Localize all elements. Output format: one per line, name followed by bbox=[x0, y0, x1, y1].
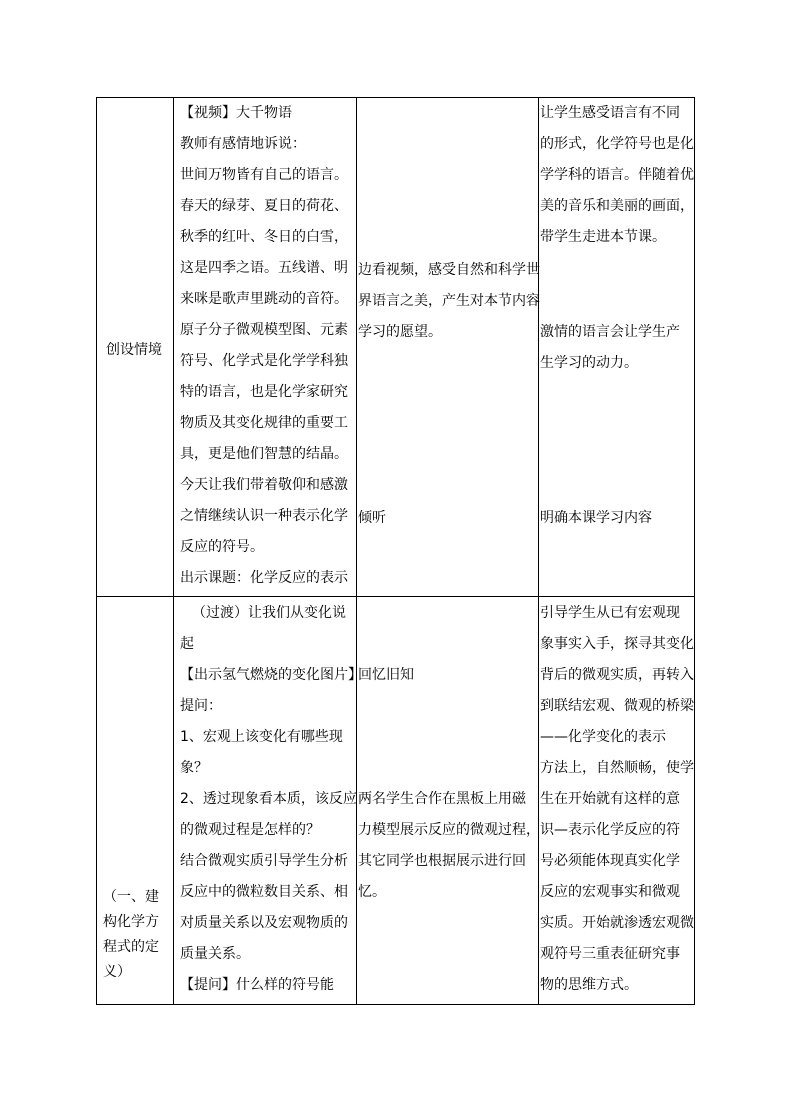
text-line: 学学科的语言。伴随着优 bbox=[540, 167, 694, 183]
stage-line: 构化学方 bbox=[103, 914, 159, 930]
text-line: 其它同学也根据展示进行回 bbox=[358, 853, 526, 869]
text-line: 起 bbox=[180, 636, 194, 652]
text-line: 之情继续认识一种表示化学 bbox=[180, 508, 348, 524]
text-line: 明确本课学习内容 bbox=[540, 510, 652, 526]
text-line: 具，更是他们智慧的结晶。 bbox=[180, 446, 348, 462]
text-line: 反应中的微粒数目关系、相 bbox=[180, 884, 348, 900]
text-line: 引导学生从已有宏观现 bbox=[540, 605, 680, 621]
text-line: 反应的宏观事实和微观 bbox=[540, 884, 680, 900]
text-line: 的形式，化学符号也是化 bbox=[540, 136, 694, 152]
stage-line: 程式的定 bbox=[103, 939, 159, 955]
text-line: 提问： bbox=[180, 698, 222, 714]
text-line: 对质量关系以及宏观物质的 bbox=[180, 915, 348, 931]
text-line: 倾听 bbox=[358, 510, 386, 526]
text-line: 忆。 bbox=[358, 884, 386, 900]
text-line: 世间万物皆有自己的语言。 bbox=[180, 167, 348, 183]
text-line: 到联结宏观、微观的桥梁 bbox=[540, 698, 694, 714]
text-line: 这是四季之语。五线谱、明 bbox=[180, 260, 348, 276]
text-line: 物质及其变化规律的重要工 bbox=[180, 415, 348, 431]
text-line: 原子分子微观模型图、元素 bbox=[180, 322, 348, 338]
text-line: 符号、化学式是化学学科独 bbox=[180, 353, 348, 369]
text-line: 激情的语言会让学生产 bbox=[540, 324, 680, 340]
text-line: 力模型展示反应的微观过程， bbox=[358, 822, 540, 838]
text-line: 界语言之美，产生对本节内容 bbox=[358, 293, 540, 309]
text-line: （过渡）让我们从变化说 bbox=[192, 605, 346, 621]
text-line: 今天让我们带着敬仰和感激 bbox=[180, 477, 348, 493]
text-line: 边看视频，感受自然和科学世 bbox=[358, 262, 540, 278]
text-line: 出示课题：化学反应的表示 bbox=[180, 570, 348, 586]
text-line: 让学生感受语言有不同 bbox=[540, 105, 680, 121]
text-line: 的微观过程是怎样的？ bbox=[180, 822, 320, 838]
text-line: 秋季的红叶、冬日的白雪， bbox=[180, 229, 348, 245]
text-line: 教师有感情地诉说： bbox=[180, 136, 306, 152]
text-line: 春天的绿芽、夏日的荷花、 bbox=[180, 198, 348, 214]
text-line: 号必须能体现真实化学 bbox=[540, 853, 680, 869]
text-line: 2、透过现象看本质，该反应 bbox=[180, 791, 357, 807]
text-line: 识—表示化学反应的符 bbox=[540, 822, 680, 838]
text-line: 方法上，自然顺畅，使学 bbox=[540, 760, 694, 776]
text-line: ——化学变化的表示 bbox=[540, 729, 666, 745]
text-line: 结合微观实质引导学生分析 bbox=[180, 853, 348, 869]
text-line: 生学习的动力。 bbox=[540, 355, 638, 371]
text-line: 特的语言，也是化学家研究 bbox=[180, 384, 348, 400]
text-line: 回忆旧知 bbox=[358, 667, 414, 683]
text-line: 质量关系。 bbox=[180, 946, 250, 962]
text-line: 两名学生合作在黑板上用磁 bbox=[358, 791, 526, 807]
text-line: 象事实入手，探寻其变化 bbox=[540, 636, 694, 652]
text-line: 象？ bbox=[180, 760, 208, 776]
text-line: 学习的愿望。 bbox=[358, 324, 442, 340]
text-line: 实质。开始就渗透宏观微 bbox=[540, 915, 694, 931]
text-line: 背后的微观实质，再转入 bbox=[540, 667, 694, 683]
text-line: 【出示氢气燃烧的变化图片】 bbox=[180, 667, 362, 683]
text-line: 美的音乐和美丽的画面， bbox=[540, 198, 694, 214]
text-line: 观符号三重表征研究事 bbox=[540, 946, 680, 962]
text-line: 来咪是歌声里跳动的音符。 bbox=[180, 291, 348, 307]
stage-line: 义） bbox=[103, 964, 131, 980]
stage-label: 创设情境 bbox=[106, 342, 162, 358]
text-line: 带学生走进本节课。 bbox=[540, 229, 666, 245]
text-line: 【视频】大千物语 bbox=[180, 105, 292, 121]
text-line: 【提问】什么样的符号能 bbox=[180, 977, 334, 993]
stage-line: （一、建 bbox=[103, 889, 159, 905]
text-line: 反应的符号。 bbox=[180, 539, 264, 555]
text-line: 物的思维方式。 bbox=[540, 977, 638, 993]
text-line: 1、宏观上该变化有哪些现 bbox=[180, 729, 343, 745]
text-line: 生在开始就有这样的意 bbox=[540, 791, 680, 807]
